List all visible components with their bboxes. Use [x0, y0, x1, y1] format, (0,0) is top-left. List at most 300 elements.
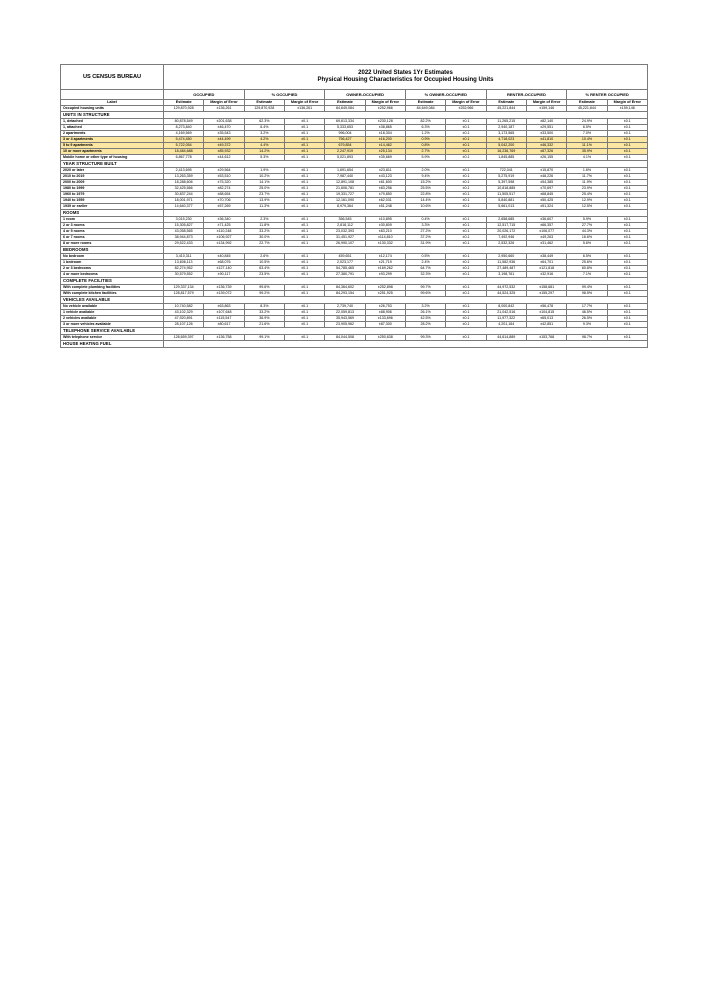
value-cell: ±0.1 — [446, 131, 486, 137]
value-cell: ±0.1 — [446, 180, 486, 186]
value-cell: 30,579,552 — [164, 272, 204, 278]
value-cell: ±0.1 — [446, 125, 486, 131]
section-fill — [164, 328, 648, 335]
section-header — [61, 341, 648, 348]
section-title: VEHICLES AVAILABLE — [61, 297, 164, 304]
value-cell: ±87,300 — [365, 322, 405, 328]
value-cell: ±0.1 — [284, 322, 324, 328]
value-cell: 5,333,653 — [325, 125, 365, 131]
value-cell: 99.7% — [405, 285, 445, 291]
value-cell: ±0.1 — [284, 316, 324, 322]
value-cell: ±158,681 — [526, 285, 566, 291]
value-cell: 99.6% — [244, 285, 284, 291]
value-cell: ±201,638 — [204, 119, 244, 125]
group-header-row — [61, 90, 648, 100]
row-label: 2020 or later — [61, 168, 164, 174]
value-cell: ±0.1 — [607, 155, 647, 161]
value-cell: 18,001,971 — [164, 198, 204, 204]
value-cell: 11,582,936 — [486, 260, 526, 266]
value-cell: ±51,324 — [526, 204, 566, 210]
value-cell: ±0.1 — [607, 223, 647, 229]
value-cell: ±46,470 — [204, 125, 244, 131]
value-cell: 2,818,112 — [325, 223, 365, 229]
value-cell: 98.7% — [567, 335, 607, 341]
value-cell: ±127,140 — [204, 266, 244, 272]
value-cell: ±48,226 — [526, 174, 566, 180]
value-cell: ±136,758 — [204, 335, 244, 341]
value-cell: ±29,564 — [204, 168, 244, 174]
value-cell: 5,042,200 — [486, 143, 526, 149]
value-cell: 82,274,952 — [164, 266, 204, 272]
value-cell: 36.9% — [244, 316, 284, 322]
margin-of-error-header: Margin of Error — [607, 100, 647, 106]
row-label: 2 apartments — [61, 131, 164, 137]
value-cell: 4,201,164 — [486, 322, 526, 328]
value-cell: ±0.1 — [446, 260, 486, 266]
row-label: 5 to 9 apartments — [61, 143, 164, 149]
value-cell: ±0.1 — [607, 149, 647, 155]
value-cell: 5,474,450 — [164, 137, 204, 143]
value-cell: 1.6% — [567, 168, 607, 174]
value-cell: ±0.1 — [446, 229, 486, 235]
value-cell: 0.8% — [405, 143, 445, 149]
value-cell: 35,943,569 — [325, 316, 365, 322]
value-cell: ±0.1 — [284, 241, 324, 247]
value-cell: 3,015,230 — [164, 217, 204, 223]
value-cell: 11,265,215 — [486, 119, 526, 125]
section-title: TELEPHONE SERVICE AVAILABLE — [61, 328, 164, 335]
value-cell: 4.2% — [244, 137, 284, 143]
value-cell: ±0.1 — [284, 149, 324, 155]
value-cell: 5.3% — [244, 155, 284, 161]
value-cell: 128,659,397 — [164, 335, 204, 341]
value-cell: 10.5% — [244, 260, 284, 266]
value-cell: 2,940,187 — [486, 125, 526, 131]
value-cell: 14.4% — [405, 198, 445, 204]
value-cell: 7.0% — [567, 131, 607, 137]
value-cell: 10,740,582 — [164, 304, 204, 310]
value-cell: ±26,753 — [365, 304, 405, 310]
value-cell: ±0.1 — [446, 198, 486, 204]
estimate-header: Estimate — [244, 100, 284, 106]
value-cell: ±0.1 — [607, 322, 647, 328]
value-cell: 356,545 — [325, 217, 365, 223]
value-cell: 0.9% — [405, 137, 445, 143]
value-cell: 1,845,885 — [486, 155, 526, 161]
value-cell: ±250,638 — [365, 335, 405, 341]
row-label: 8 or more rooms — [61, 241, 164, 247]
value-cell: 43,058,565 — [164, 229, 204, 235]
value-cell: ±0.1 — [607, 229, 647, 235]
value-cell: ±35,669 — [365, 155, 405, 161]
value-cell: 37.2% — [405, 235, 445, 241]
value-cell: ±0.1 — [284, 143, 324, 149]
value-cell: 8.3% — [244, 304, 284, 310]
value-cell: ±136,261 — [204, 106, 244, 112]
value-cell: 5,275,919 — [486, 174, 526, 180]
value-cell: 15.2% — [405, 180, 445, 186]
value-cell: 5.6% — [567, 241, 607, 247]
section-header — [61, 328, 648, 335]
row-label: 3 or more vehicles available — [61, 322, 164, 328]
section-title: ROOMS — [61, 210, 164, 217]
value-cell: 60.8% — [567, 266, 607, 272]
value-cell: 26,990,107 — [325, 241, 365, 247]
value-cell: ±0.1 — [284, 291, 324, 297]
group-header: % OCCUPIED — [244, 90, 325, 100]
value-cell: ±0.1 — [607, 310, 647, 316]
value-cell: 45,221,844 — [486, 106, 526, 112]
value-cell: ±0.1 — [446, 174, 486, 180]
value-cell: ±0.1 — [607, 125, 647, 131]
section-fill — [164, 341, 648, 348]
value-cell: 11,977,322 — [486, 316, 526, 322]
value-cell: ±0.1 — [607, 254, 647, 260]
value-cell: ±0.1 — [607, 260, 647, 266]
value-cell: ±93,299 — [365, 272, 405, 278]
value-cell: ±0.1 — [446, 155, 486, 161]
value-cell: ±44,499 — [204, 137, 244, 143]
census-sheet — [60, 64, 648, 348]
value-cell: 99.4% — [567, 285, 607, 291]
value-cell: 3,173,565 — [486, 131, 526, 137]
value-cell: 28.2% — [405, 322, 445, 328]
value-cell: 25.5% — [405, 186, 445, 192]
margin-of-error-header: Margin of Error — [284, 100, 324, 106]
value-cell: 5,397,598 — [486, 180, 526, 186]
value-cell: 129,870,928 — [164, 106, 204, 112]
value-cell: ±46,332 — [526, 143, 566, 149]
value-cell: ±0.1 — [607, 119, 647, 125]
group-header: RENTER-OCCUPIED — [486, 90, 567, 100]
value-cell: 129,870,928 — [244, 106, 284, 112]
value-cell: 43,102,329 — [164, 310, 204, 316]
value-cell: 25.6% — [567, 260, 607, 266]
value-cell: ±0.1 — [284, 310, 324, 316]
value-cell: ±16,200 — [365, 137, 405, 143]
value-cell: ±0.1 — [284, 254, 324, 260]
value-cell: 38,944,873 — [164, 235, 204, 241]
value-cell: 82.2% — [405, 119, 445, 125]
value-cell: 12,891,108 — [325, 180, 365, 186]
value-cell: 5,840,881 — [486, 198, 526, 204]
value-cell: ±66,357 — [526, 223, 566, 229]
value-cell: ±0.1 — [446, 223, 486, 229]
value-cell: 33.2% — [244, 310, 284, 316]
section-title: UNITS IN STRUCTURE — [61, 112, 164, 119]
value-cell: ±0.1 — [607, 272, 647, 278]
row-label: Mobile home or other type of housing — [61, 155, 164, 161]
value-cell: 13,606,113 — [164, 260, 204, 266]
row-label: 1 bedroom — [61, 260, 164, 266]
value-cell: ±70,697 — [526, 186, 566, 192]
value-cell: ±26,155 — [526, 155, 566, 161]
section-title: BEDROOMS — [61, 247, 164, 254]
value-cell: 3.2% — [244, 131, 284, 137]
value-cell: ±14,462 — [365, 143, 405, 149]
value-cell: ±0.1 — [446, 254, 486, 260]
value-cell: 2,023,177 — [325, 260, 365, 266]
estimate-header: Estimate — [405, 100, 445, 106]
value-cell: ±0.1 — [446, 235, 486, 241]
value-cell: ±38,865 — [365, 125, 405, 131]
row-label: 1, detached — [61, 119, 164, 125]
value-cell: ±0.1 — [284, 229, 324, 235]
section-fill — [164, 278, 648, 285]
value-cell: ±0.1 — [607, 235, 647, 241]
row-label: 1980 to 1999 — [61, 186, 164, 192]
value-cell: 26.5% — [567, 316, 607, 322]
value-cell: 5.9% — [405, 155, 445, 161]
section-header — [61, 112, 648, 119]
value-cell: ±44,612 — [204, 155, 244, 161]
value-cell: ±0.1 — [284, 186, 324, 192]
value-cell: ±54,385 — [526, 180, 566, 186]
value-cell: ±0.1 — [446, 192, 486, 198]
value-cell: ±25,134 — [365, 149, 405, 155]
value-cell: ±0.1 — [607, 316, 647, 322]
margin-of-error-header: Margin of Error — [446, 100, 486, 106]
value-cell: ±0.1 — [446, 186, 486, 192]
value-cell: ±155,297 — [526, 291, 566, 297]
group-header-blank — [61, 90, 164, 100]
row-label: 1939 or earlier — [61, 204, 164, 210]
value-cell: 18,484,688 — [164, 149, 204, 155]
value-cell: 8,000,842 — [486, 304, 526, 310]
row-label: 6 or 7 rooms — [61, 235, 164, 241]
value-cell: ±82,140 — [526, 119, 566, 125]
value-cell: 11.8% — [244, 223, 284, 229]
value-cell: ±106,927 — [204, 235, 244, 241]
row-label: 1 room — [61, 217, 164, 223]
section-title: YEAR STRUCTURE BUILT — [61, 161, 164, 168]
value-cell: ±134,992 — [204, 241, 244, 247]
value-cell: ±0.1 — [607, 285, 647, 291]
value-cell: ±159,146 — [607, 106, 647, 112]
value-cell: ±0.1 — [607, 335, 647, 341]
value-cell: ±15,870 — [526, 168, 566, 174]
value-cell: ±252,966 — [365, 106, 405, 112]
value-cell: ±0.1 — [446, 137, 486, 143]
value-cell: 3,198,761 — [486, 272, 526, 278]
value-cell: 10.2% — [244, 174, 284, 180]
value-cell: 84,364,602 — [325, 285, 365, 291]
section-header — [61, 161, 648, 168]
value-cell: ±0.1 — [284, 155, 324, 161]
value-cell: ±133,696 — [365, 316, 405, 322]
row-label: 1960 to 1979 — [61, 192, 164, 198]
value-cell: 54,785,465 — [325, 266, 365, 272]
value-cell: ±32,916 — [526, 272, 566, 278]
value-cell: 63.4% — [244, 266, 284, 272]
value-cell: ±85,932 — [204, 149, 244, 155]
row-label: 4 or 5 rooms — [61, 229, 164, 235]
value-cell: ±36,607 — [526, 217, 566, 223]
row-label: No vehicle available — [61, 304, 164, 310]
value-cell: ±0.1 — [607, 266, 647, 272]
section-fill — [164, 210, 648, 217]
value-cell: ±0.1 — [284, 235, 324, 241]
value-cell: 2.6% — [244, 254, 284, 260]
value-cell: 84,293,154 — [325, 291, 365, 297]
value-cell: 84,044,508 — [325, 335, 365, 341]
value-cell: ±0.1 — [284, 204, 324, 210]
value-cell: 2,413,695 — [164, 168, 204, 174]
value-cell: ±0.1 — [284, 131, 324, 137]
value-cell: 3,410,311 — [164, 254, 204, 260]
value-cell: ±90,117 — [204, 272, 244, 278]
value-cell: 99.6% — [405, 291, 445, 297]
value-cell: 13.9% — [244, 198, 284, 204]
value-cell: 21,042,516 — [486, 310, 526, 316]
value-cell: ±64,701 — [526, 260, 566, 266]
value-cell: ±0.1 — [607, 192, 647, 198]
value-cell: 64.7% — [405, 266, 445, 272]
value-cell: ±53,510 — [204, 174, 244, 180]
value-cell: ±87,326 — [526, 149, 566, 155]
value-cell: ±63,863 — [204, 304, 244, 310]
value-cell: ±0.1 — [607, 186, 647, 192]
value-cell: 23,905,962 — [325, 322, 365, 328]
value-cell: 16.6% — [567, 235, 607, 241]
value-cell: ±0.1 — [607, 137, 647, 143]
value-cell: 62.3% — [244, 119, 284, 125]
estimate-header: Estimate — [486, 100, 526, 106]
value-cell: 13,263,359 — [164, 174, 204, 180]
value-cell: 22.7% — [244, 241, 284, 247]
value-cell: 16,236,769 — [486, 149, 526, 155]
value-cell: ±80,617 — [204, 322, 244, 328]
value-cell: ±75,320 — [204, 180, 244, 186]
row-label: With telephone service — [61, 335, 164, 341]
value-cell: 996,004 — [325, 131, 365, 137]
value-cell: ±35,543 — [204, 131, 244, 137]
value-cell: 9.3% — [567, 322, 607, 328]
value-cell: 23.9% — [567, 186, 607, 192]
value-cell: 11.3% — [244, 204, 284, 210]
value-cell: 35.9% — [567, 149, 607, 155]
value-cell: ±82,274 — [204, 186, 244, 192]
value-cell: 1.2% — [405, 131, 445, 137]
value-cell: 2.3% — [244, 217, 284, 223]
estimate-header: Estimate — [164, 100, 204, 106]
value-cell: ±56,478 — [526, 304, 566, 310]
value-cell: ±136,261 — [284, 106, 324, 112]
margin-of-error-header: Margin of Error — [365, 100, 405, 106]
row-label: 2 or 3 rooms — [61, 223, 164, 229]
value-cell: ±139,072 — [204, 291, 244, 297]
value-cell: ±38,449 — [526, 254, 566, 260]
value-cell: ±0.1 — [607, 198, 647, 204]
value-cell: ±0.1 — [446, 119, 486, 125]
row-label: 3 or 4 apartments — [61, 137, 164, 143]
value-cell: ±230,128 — [365, 119, 405, 125]
margin-of-error-header: Margin of Error — [204, 100, 244, 106]
value-cell: 1,691,654 — [325, 168, 365, 174]
value-cell: 26.1% — [405, 310, 445, 316]
value-cell: ±0.1 — [446, 168, 486, 174]
value-cell: ±0.1 — [446, 316, 486, 322]
value-cell: 15,305,827 — [164, 223, 204, 229]
value-cell: 99.2% — [244, 291, 284, 297]
value-cell: 12,161,090 — [325, 198, 365, 204]
row-label: Occupied housing units — [61, 106, 164, 112]
value-cell: ±0.1 — [446, 291, 486, 297]
value-cell: 2,950,660 — [486, 254, 526, 260]
row-label: With complete kitchen facilities — [61, 291, 164, 297]
value-cell: ±18,304 — [365, 131, 405, 137]
value-cell: 2.0% — [405, 168, 445, 174]
value-cell: ±61,600 — [365, 180, 405, 186]
value-cell: 11,505,517 — [486, 192, 526, 198]
value-cell: 23.7% — [244, 192, 284, 198]
value-cell: ±0.1 — [446, 149, 486, 155]
value-cell: ±33,500 — [526, 131, 566, 137]
value-cell: 7,492,946 — [486, 235, 526, 241]
value-cell: ±43,123 — [365, 174, 405, 180]
value-cell: 27.2% — [405, 229, 445, 235]
value-cell: ±0.1 — [284, 119, 324, 125]
value-cell: ±115,547 — [204, 316, 244, 322]
value-cell: 44,614,889 — [486, 335, 526, 341]
row-label: 2000 to 2009 — [61, 180, 164, 186]
value-cell: ±121,818 — [526, 266, 566, 272]
value-cell: ±49,263 — [526, 235, 566, 241]
value-cell: ±159,146 — [526, 106, 566, 112]
value-cell: ±0.1 — [607, 180, 647, 186]
value-cell: 756,427 — [325, 137, 365, 143]
value-cell: ±51,248 — [365, 204, 405, 210]
value-cell: ±0.1 — [607, 204, 647, 210]
value-cell: ±153,768 — [526, 335, 566, 341]
value-cell: 8,273,840 — [164, 125, 204, 131]
value-cell: 80,878,549 — [164, 119, 204, 125]
value-cell: 27,380,791 — [325, 272, 365, 278]
value-cell: ±0.1 — [284, 180, 324, 186]
value-cell: 1.9% — [244, 168, 284, 174]
row-label: 2 or 3 bedrooms — [61, 266, 164, 272]
value-cell: ±57,269 — [204, 204, 244, 210]
row-label: 1, attached — [61, 125, 164, 131]
report-title — [164, 65, 648, 90]
value-cell: 11.9% — [567, 180, 607, 186]
value-cell: ±169,262 — [365, 266, 405, 272]
margin-of-error-header: Margin of Error — [526, 100, 566, 106]
value-cell: 10,818,885 — [486, 186, 526, 192]
value-cell: 30.0% — [244, 235, 284, 241]
value-cell: 9.4% — [405, 174, 445, 180]
value-cell: ±252,966 — [446, 106, 486, 112]
housing-table — [60, 64, 648, 348]
value-cell: ±0.1 — [284, 285, 324, 291]
value-cell: ±0.1 — [284, 304, 324, 310]
section-fill — [164, 247, 648, 254]
value-cell: 10.4% — [567, 137, 607, 143]
value-cell: ±0.1 — [607, 304, 647, 310]
label-header: Label — [61, 100, 164, 106]
section-header — [61, 297, 648, 304]
value-cell: 32.3% — [405, 272, 445, 278]
value-cell: 2,532,326 — [486, 241, 526, 247]
value-cell: ±114,810 — [365, 235, 405, 241]
value-cell: ±0.1 — [446, 310, 486, 316]
value-cell: 69,613,334 — [325, 119, 365, 125]
value-cell: 4,718,023 — [486, 137, 526, 143]
value-cell: 12,517,715 — [486, 223, 526, 229]
value-cell: ±41,810 — [526, 137, 566, 143]
value-cell: ±0.1 — [446, 217, 486, 223]
value-cell: 8,979,364 — [325, 204, 365, 210]
